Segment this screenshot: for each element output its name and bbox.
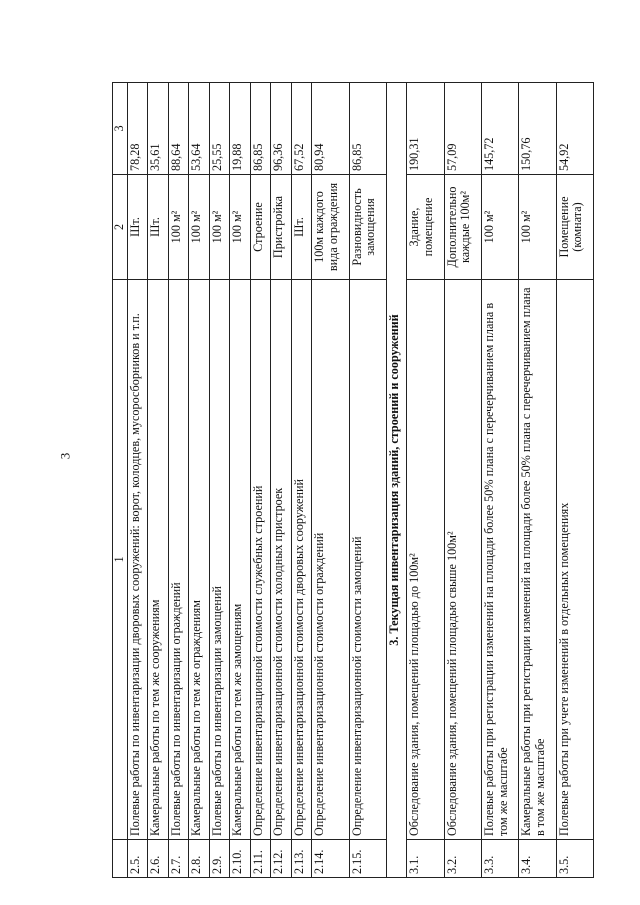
row-number: 2.12. [271,840,291,878]
price-value: 54,92 [556,83,593,175]
unit-of-measure: Шт. [291,175,311,280]
rotated-table-wrapper [112,83,594,878]
price-value: 57,09 [444,83,481,175]
work-description: Полевые работы по инвентаризации дворовых сооружений: ворот, колодцев, мусоросборников и т.п. [128,280,148,840]
work-description: Полевые работы по инвентаризации замощений [209,280,229,840]
section-title: 3. Текущая инвентаризация зданий, строений и сооружений [386,83,406,878]
work-description: Камеральные работы по тем же ограждениям [189,280,209,840]
price-value: 88,64 [168,83,188,175]
unit-of-measure: 100 м² [209,175,229,280]
table-row [128,83,148,878]
price-value: 96,36 [271,83,291,175]
work-description: Полевые работы по инвентаризации ограждений [168,280,188,840]
table-row [148,83,168,878]
header-cell: 3 [113,83,128,175]
row-number: 2.14. [312,840,349,878]
work-description: Камеральные работы при регистрации изменений на площади более 50% плана с перечерчиванием плана в том же масштабе [519,280,556,840]
unit-of-measure: 100м каждого вида ограждения [312,175,349,280]
work-description: Определение инвентаризационной стоимости ограждений [312,280,349,840]
table-row [291,83,311,878]
unit-of-measure: 100 м² [168,175,188,280]
table-row [444,83,481,878]
page-number: 3 [57,452,73,460]
table-body [128,83,594,878]
unit-of-measure: Дополнительно каждые 100м² [444,175,481,280]
work-description: Полевые работы при учете изменений в отдельных помещениях [556,280,593,840]
price-value: 86,85 [349,83,386,175]
unit-of-measure: Шт. [148,175,168,280]
row-number: 2.10. [230,840,250,878]
work-description: Определение инвентаризационной стоимости дворовых сооружений [291,280,311,840]
row-number: 2.9. [209,840,229,878]
price-value: 78,28 [128,83,148,175]
row-number: 2.7. [168,840,188,878]
table-row [481,83,518,878]
row-number: 2.13. [291,840,311,878]
table-row [271,83,291,878]
price-value: 190,31 [407,83,444,175]
price-value: 53,64 [189,83,209,175]
row-number: 2.6. [148,840,168,878]
unit-of-measure: Помещение (комната) [556,175,593,280]
header-cell: 2 [113,175,128,280]
work-description: Полевые работы при регистрации изменений на площади более 50% плана с перечерчиванием плана в том же масштабе [481,280,518,840]
unit-of-measure: Разновидность замощения [349,175,386,280]
row-number: 2.15. [349,840,386,878]
price-value: 19,88 [230,83,250,175]
table-row [519,83,556,878]
price-value: 67,52 [291,83,311,175]
table-header-row [113,83,128,878]
unit-of-measure: Пристройка [271,175,291,280]
unit-of-measure: Здание, помещение [407,175,444,280]
price-value: 145,72 [481,83,518,175]
work-description: Камеральные работы по тем же сооружениям [148,280,168,840]
price-value: 25,55 [209,83,229,175]
unit-of-measure: Шт. [128,175,148,280]
row-number: 2.5. [128,840,148,878]
header-cell [113,840,128,878]
unit-of-measure: Строение [250,175,270,280]
table-row [349,83,386,878]
price-value: 86,85 [250,83,270,175]
price-value: 150,76 [519,83,556,175]
tariff-table [112,82,594,878]
table-row [556,83,593,878]
table-row [250,83,270,878]
work-description: Обследование здания, помещений площадью до 100м² [407,280,444,840]
header-cell: 1 [113,280,128,840]
work-description: Обследование здания, помещений площадью свыше 100м² [444,280,481,840]
row-number: 3.4. [519,840,556,878]
unit-of-measure: 100 м² [519,175,556,280]
unit-of-measure: 100 м² [481,175,518,280]
work-description: Камеральные работы по тем же замощениям [230,280,250,840]
table-row [168,83,188,878]
work-description: Определение инвентаризационной стоимости замощений [349,280,386,840]
table-row [407,83,444,878]
price-value: 80,94 [312,83,349,175]
row-number: 3.2. [444,840,481,878]
section-row [386,83,406,878]
price-value: 35,61 [148,83,168,175]
unit-of-measure: 100 м² [230,175,250,280]
work-description: Определение инвентаризационной стоимости служебных строений [250,280,270,840]
table-row [189,83,209,878]
row-number: 2.8. [189,840,209,878]
work-description: Определение инвентаризационной стоимости холодных пристроек [271,280,291,840]
row-number: 2.11. [250,840,270,878]
row-number: 3.1. [407,840,444,878]
table-row [209,83,229,878]
row-number: 3.3. [481,840,518,878]
table-row [312,83,349,878]
row-number: 3.5. [556,840,593,878]
unit-of-measure: 100 м² [189,175,209,280]
table-row [230,83,250,878]
